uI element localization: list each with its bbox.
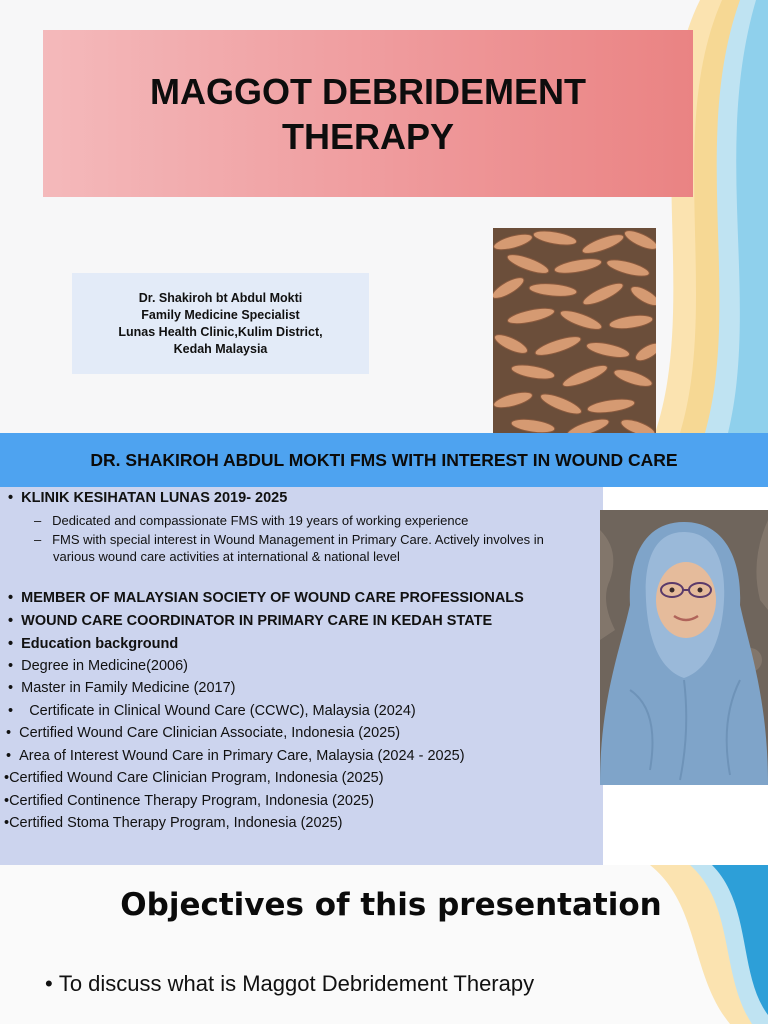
sub-item-text: Dedicated and compassionate FMS with 19 years of working experience [52, 513, 469, 528]
portrait-photo-icon [600, 510, 768, 785]
education-item-text: Degree in Medicine(2006) [21, 658, 188, 674]
membership-text: MEMBER OF MALAYSIAN SOCIETY OF WOUND CARE PROFESSIONALS [21, 590, 524, 606]
author-card [72, 273, 369, 374]
author-name: Dr. Shakiroh bt Abdul Mokti [138, 290, 303, 305]
program-item: •Certified Stoma Therapy Program, Indonesia (2025) [4, 815, 343, 831]
title-slide [0, 0, 768, 433]
coordinator-text: WOUND CARE COORDINATOR IN PRIMARY CARE IN KEDAH STATE [21, 613, 493, 629]
education-item-text: Area of Interest Wound Care in Primary Care, Malaysia (2024 - 2025) [19, 748, 465, 764]
sub-item-text: FMS with special interest in Wound Management in Primary Care. Actively involves in [52, 532, 544, 547]
education-item: • Master in Family Medicine (2017) [8, 680, 236, 696]
education-item-text: Master in Family Medicine (2017) [21, 680, 236, 696]
education-item: • Certificate in Clinical Wound Care (CCWC), Malaysia (2024) [8, 703, 416, 719]
sub-item: – Dedicated and compassionate FMS with 19 years of working experience [34, 513, 469, 528]
sub-item-continuation: various wound care activities at international & national level [53, 549, 400, 564]
objective-item-text: To discuss what is Maggot Debridement Therapy [58, 971, 535, 996]
clinic-heading: • KLINIK KESIHATAN LUNAS 2019- 2025 [8, 490, 288, 506]
slide-title: MAGGOT DEBRIDEMENT THERAPY [150, 70, 586, 157]
title-banner [43, 30, 693, 197]
objectives-title: Objectives of this presentation [120, 887, 662, 923]
sub-item: – FMS with special interest in Wound Management in Primary Care. Actively involves in [34, 532, 544, 547]
bio-content-panel [0, 487, 603, 865]
author-location: Kedah Malaysia [173, 341, 268, 356]
program-item: •Certified Continence Therapy Program, Indonesia (2025) [4, 793, 374, 809]
education-item: • Degree in Medicine(2006) [8, 658, 188, 674]
author-clinic: Lunas Health Clinic,Kulim District, [118, 324, 323, 339]
education-item-text: Certificate in Clinical Wound Care (CCWC), Malaysia (2024) [29, 703, 416, 719]
bio-header-text: DR. SHAKIROH ABDUL MOKTI FMS WITH INTEREST IN WOUND CARE [90, 449, 678, 470]
bio-header-banner [0, 433, 768, 487]
author-role: Family Medicine Specialist [141, 307, 300, 322]
membership-item: • MEMBER OF MALAYSIAN SOCIETY OF WOUND CARE PROFESSIONALS [8, 590, 524, 606]
bio-slide [0, 433, 768, 865]
clinic-heading-text: KLINIK KESIHATAN LUNAS 2019- 2025 [21, 490, 288, 506]
education-heading-text: Education background [21, 636, 179, 652]
education-item: • Area of Interest Wound Care in Primary Care, Malaysia (2024 - 2025) [6, 748, 465, 764]
education-item: • Certified Wound Care Clinician Associate, Indonesia (2025) [6, 725, 401, 741]
objectives-slide [0, 865, 768, 1024]
education-heading: • Education background [8, 636, 179, 652]
program-item: •Certified Wound Care Clinician Program, Indonesia (2025) [4, 770, 384, 786]
objective-item: • To discuss what is Maggot Debridement Therapy [45, 971, 535, 996]
education-item-text: Certified Wound Care Clinician Associate, Indonesia (2025) [19, 725, 401, 741]
coordinator-item: • WOUND CARE COORDINATOR IN PRIMARY CARE IN KEDAH STATE [8, 613, 493, 629]
maggots-photo-icon [493, 228, 656, 433]
